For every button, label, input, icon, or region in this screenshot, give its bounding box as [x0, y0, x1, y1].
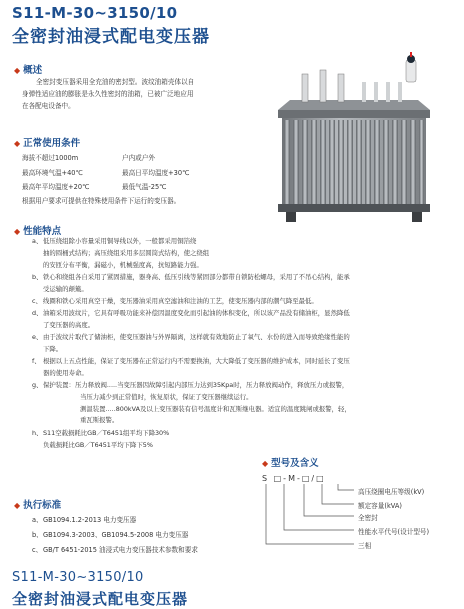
diamond-bullet-icon: ◆: [14, 66, 21, 75]
model-label-voltage: 高压绕圈电压等级(kV): [358, 488, 425, 496]
overview-heading: ◆ 概述: [14, 65, 43, 76]
product-model-title: S11-M-30~3150/10: [12, 4, 178, 22]
product-name-title: 全密封油浸式配电变压器: [12, 27, 210, 47]
condition-max-yearly-avg: 最高年平均温度+20℃: [22, 183, 90, 191]
transformer-image: [250, 52, 450, 230]
model-meaning-heading: ◆ 型号及含义: [262, 458, 319, 469]
diamond-bullet-icon: ◆: [14, 501, 21, 510]
standards-heading: ◆ 执行标准: [14, 500, 62, 511]
condition-min-temp: 最低气温-25℃: [122, 183, 167, 191]
model-label-sealed: 全密封: [358, 514, 378, 522]
features-heading: ◆ 性能特点: [14, 226, 62, 237]
model-label-three-phase: 三相: [358, 542, 372, 550]
feature-item-e: e、由于波纹片取代了储油柜，使变压器油与外界隔离，这样就有效地防止了氧气、水份的进入而导致绝缘性能的 下降。: [32, 333, 350, 353]
standard-item-b: b、GB1094.3-2003、GB1094.5-2008 电力变压器: [32, 531, 189, 539]
feature-item-f: f、 根据以上五点性能，保证了变压器在正常运行内不需要换油，大大降低了变压器的维护成本，同时延长了变压 器的使用寿命。: [32, 357, 350, 377]
diamond-bullet-icon: ◆: [14, 227, 21, 236]
footer-name-title: 全密封油浸式配电变压器: [12, 590, 189, 608]
model-label-capacity: 额定容量(kVA): [358, 502, 402, 510]
diamond-bullet-icon: ◆: [262, 459, 269, 468]
model-label-performance: 性能水平代号(设计型号): [358, 528, 430, 536]
standard-item-c: c、GB/T 6451-2015 油浸式电力变压器技术参数和要求: [32, 546, 198, 554]
feature-item-b: b、铁心和绕组各自采用了紧固措施，器身高、低压引线等紧固部分都带自锁防松螺母，采用了不吊心结构，能承 受运输的颠簸。: [32, 273, 350, 293]
model-formula: S □-M-□/□: [262, 474, 326, 483]
feature-item-g: g、保护装置：压力释放阀.....当变压器因故障引起内部压力达到35Kpa时，压力释放阀动作，释放压力或报警， 当压力减少到正常值时，恢复原状，保证了变压器继续运行。 测温装置.....800kVA及以上变压器装有信号温度计和瓦斯继电器。适宜的温度跳闸或报警，轻， 重瓦斯报警。: [32, 381, 351, 425]
condition-note: 根据用户要求可提供在特殊使用条件下运行的变压器。: [22, 197, 181, 205]
standard-item-a: a、GB1094.1.2-2013 电力变压器: [32, 516, 137, 524]
condition-max-daily-avg: 最高日平均温度+30℃: [122, 169, 190, 177]
condition-location: 户内或户外: [122, 154, 155, 162]
feature-item-h: h、S11空载损耗比GB／T6451组平均下降30% 负载损耗比GB／T6451平均下降下5%: [32, 429, 170, 449]
condition-max-temp: 最高环境气温+40℃: [22, 169, 83, 177]
footer-model-title: S11-M-30~3150/10: [12, 570, 144, 585]
conditions-heading: ◆ 正常使用条件: [14, 138, 81, 149]
overview-text: 全密封变压器采用全充油的密封型。波纹油箱壳体以自 身弹性适应油的膨胀是永久性密封的油箱，已被广泛地应用 在各配电设备中。: [22, 78, 195, 111]
diamond-bullet-icon: ◆: [14, 139, 21, 148]
model-diagram-lines: [260, 482, 356, 552]
feature-item-d: d、油箱采用波纹片，它具有呼吸功能来补偿因温度变化而引起油的体积变化，所以该产品没有储油柜，显然降低 了变压器的高度。: [32, 309, 350, 329]
condition-altitude: 海拔不超过1000m: [22, 154, 79, 162]
feature-item-c: c、线圈和铁心采用真空干燥，变压器油采用真空滤油和注油的工艺，使变压器内部的潮气降至最低。: [32, 297, 318, 305]
feature-item-a: a、低压绕组除小容量采用铜导线以外，一般都采用铜箔绕 抽的圆桶式结构；高压绕组采用多层圆筒式结构，使之绕组 的安匝分布平衡，漏磁小，机械强度高，抗短路能力强。: [32, 237, 210, 269]
